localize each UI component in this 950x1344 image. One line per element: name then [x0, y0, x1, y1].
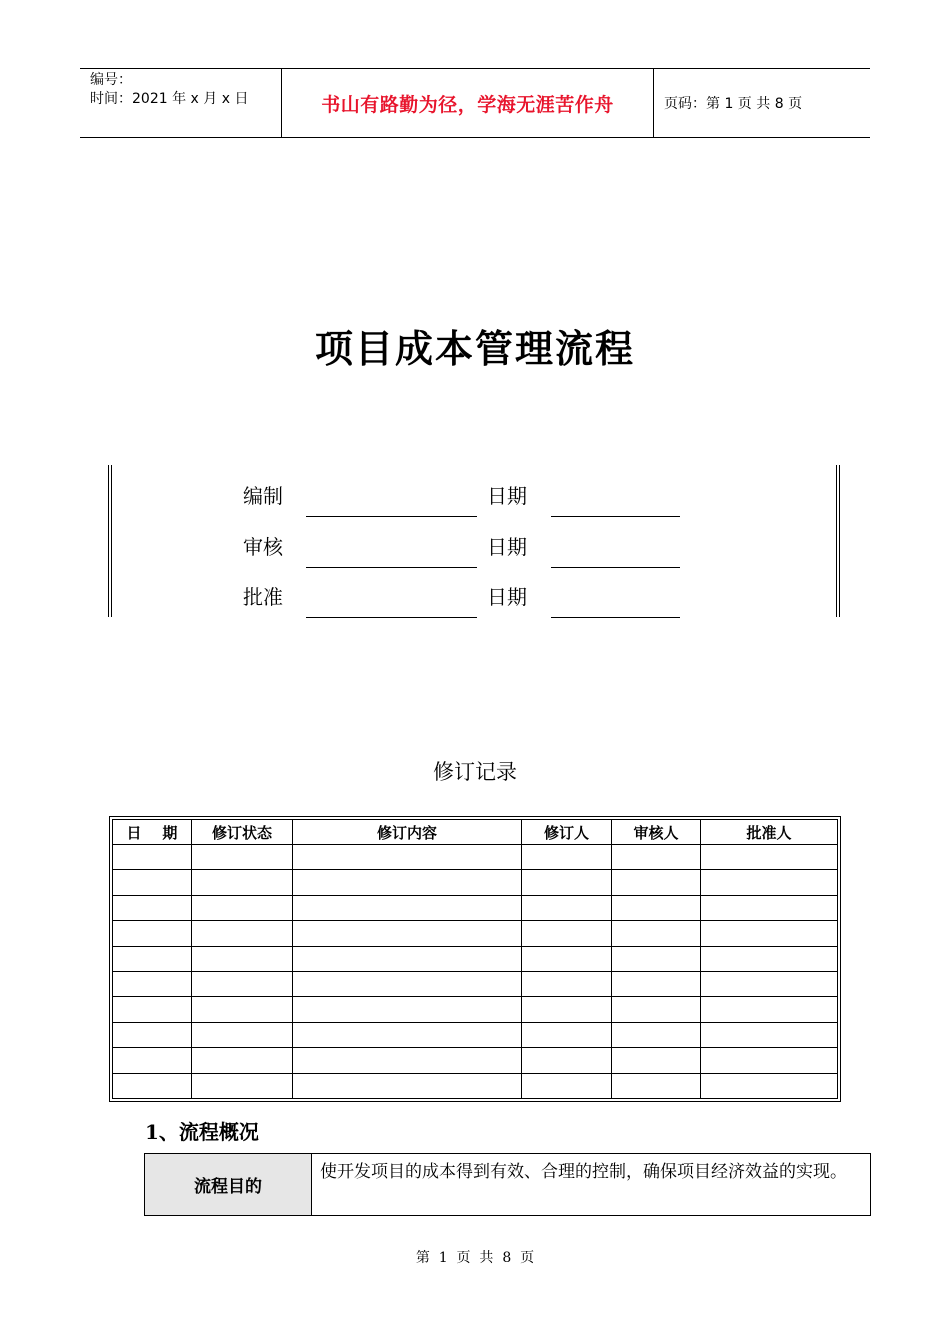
table-cell[interactable] [293, 921, 522, 946]
table-cell[interactable] [612, 921, 701, 946]
table-cell[interactable] [113, 1048, 192, 1073]
table-cell[interactable] [192, 895, 293, 920]
table-cell[interactable] [612, 971, 701, 996]
table-cell[interactable] [113, 870, 192, 895]
table-cell[interactable] [612, 997, 701, 1022]
table-row [113, 997, 838, 1022]
header-meta [80, 69, 281, 137]
approval-row-compile [0, 468, 950, 518]
table-row [113, 895, 838, 920]
date-line[interactable] [551, 567, 680, 568]
table-cell[interactable] [293, 1048, 522, 1073]
table-row [113, 971, 838, 996]
col-header-content: 修订内容 [293, 820, 522, 845]
table-cell[interactable] [522, 1022, 612, 1047]
table-cell[interactable] [701, 845, 838, 870]
table-row [113, 845, 838, 870]
purpose-table [144, 1153, 871, 1216]
approval-role-label: 批准 [243, 585, 283, 609]
table-cell[interactable] [522, 870, 612, 895]
purpose-label: 流程目的 [145, 1154, 312, 1215]
table-cell[interactable] [113, 1022, 192, 1047]
col-header-approver: 批准人 [701, 820, 838, 845]
table-cell[interactable] [701, 870, 838, 895]
table-cell[interactable] [701, 895, 838, 920]
revision-record-title: 修订记录 [433, 760, 517, 784]
table-cell[interactable] [192, 1073, 293, 1098]
approval-row-review [0, 519, 950, 569]
col-header-reviser: 修订人 [522, 820, 612, 845]
table-cell[interactable] [522, 997, 612, 1022]
revision-table-frame [109, 816, 841, 1102]
table-cell[interactable] [293, 997, 522, 1022]
document-title: 项目成本管理流程 [314, 326, 635, 371]
table-cell[interactable] [612, 895, 701, 920]
table-cell[interactable] [293, 895, 522, 920]
table-cell[interactable] [522, 1048, 612, 1073]
table-cell[interactable] [612, 946, 701, 971]
purpose-text: 使开发项目的成本得到有效、合理的控制，确保项目经济效益的实现。 [320, 1162, 847, 1182]
page-footer: 第 1 页 共 8 页 [415, 1250, 535, 1266]
page-header [80, 68, 870, 138]
signature-line[interactable] [306, 567, 477, 568]
date-label: 日期 [487, 535, 527, 559]
date-label: 日期 [487, 585, 527, 609]
table-row [113, 921, 838, 946]
table-cell[interactable] [612, 870, 701, 895]
table-row [113, 1048, 838, 1073]
table-cell[interactable] [293, 946, 522, 971]
table-row [113, 870, 838, 895]
table-cell[interactable] [113, 921, 192, 946]
table-cell[interactable] [701, 1022, 838, 1047]
table-cell[interactable] [293, 1022, 522, 1047]
table-cell[interactable] [522, 845, 612, 870]
table-cell[interactable] [293, 1073, 522, 1098]
table-cell[interactable] [113, 971, 192, 996]
table-cell[interactable] [701, 946, 838, 971]
col-header-reviewer: 审核人 [612, 820, 701, 845]
table-cell[interactable] [522, 1073, 612, 1098]
header-page-number: 页码：第 1 页 共 8 页 [664, 96, 803, 112]
table-cell[interactable] [192, 946, 293, 971]
table-cell[interactable] [701, 921, 838, 946]
table-cell[interactable] [612, 845, 701, 870]
table-cell[interactable] [293, 845, 522, 870]
doc-time: 时间：2021 年 x 月 x 日 [90, 91, 249, 107]
doc-number-label: 编号： [90, 72, 132, 88]
approval-role-label: 编制 [243, 484, 283, 508]
table-cell[interactable] [192, 971, 293, 996]
table-cell[interactable] [522, 921, 612, 946]
table-cell[interactable] [113, 1073, 192, 1098]
table-row [113, 946, 838, 971]
header-motto: 书山有路勤为径，学海无涯苦作舟 [281, 69, 654, 137]
date-line[interactable] [551, 617, 680, 618]
date-label: 日期 [487, 484, 527, 508]
col-header-date: 日 期 [113, 820, 192, 845]
date-line[interactable] [551, 516, 680, 517]
table-cell[interactable] [293, 971, 522, 996]
table-cell[interactable] [701, 997, 838, 1022]
signature-line[interactable] [306, 617, 477, 618]
table-cell[interactable] [113, 895, 192, 920]
signature-line[interactable] [306, 516, 477, 517]
table-cell[interactable] [701, 1073, 838, 1098]
table-cell[interactable] [522, 895, 612, 920]
table-cell[interactable] [612, 1073, 701, 1098]
table-cell[interactable] [192, 1048, 293, 1073]
table-row [113, 1022, 838, 1047]
table-cell[interactable] [612, 1048, 701, 1073]
revision-table [112, 819, 838, 1099]
col-header-status: 修订状态 [192, 820, 293, 845]
table-cell[interactable] [522, 946, 612, 971]
table-cell[interactable] [701, 971, 838, 996]
table-cell[interactable] [612, 1022, 701, 1047]
approval-row-approve [0, 569, 950, 619]
table-cell[interactable] [192, 1022, 293, 1047]
table-cell[interactable] [293, 870, 522, 895]
table-cell[interactable] [113, 997, 192, 1022]
table-cell[interactable] [113, 946, 192, 971]
table-cell[interactable] [113, 845, 192, 870]
approval-role-label: 审核 [243, 535, 283, 559]
table-cell[interactable] [701, 1048, 838, 1073]
revision-table-header [113, 820, 838, 845]
table-cell[interactable] [192, 997, 293, 1022]
table-row [113, 1073, 838, 1098]
table-cell[interactable] [522, 971, 612, 996]
section-1-title: 1、流程概况 [145, 1120, 259, 1144]
table-cell[interactable] [192, 870, 293, 895]
table-cell[interactable] [192, 845, 293, 870]
table-cell[interactable] [192, 921, 293, 946]
